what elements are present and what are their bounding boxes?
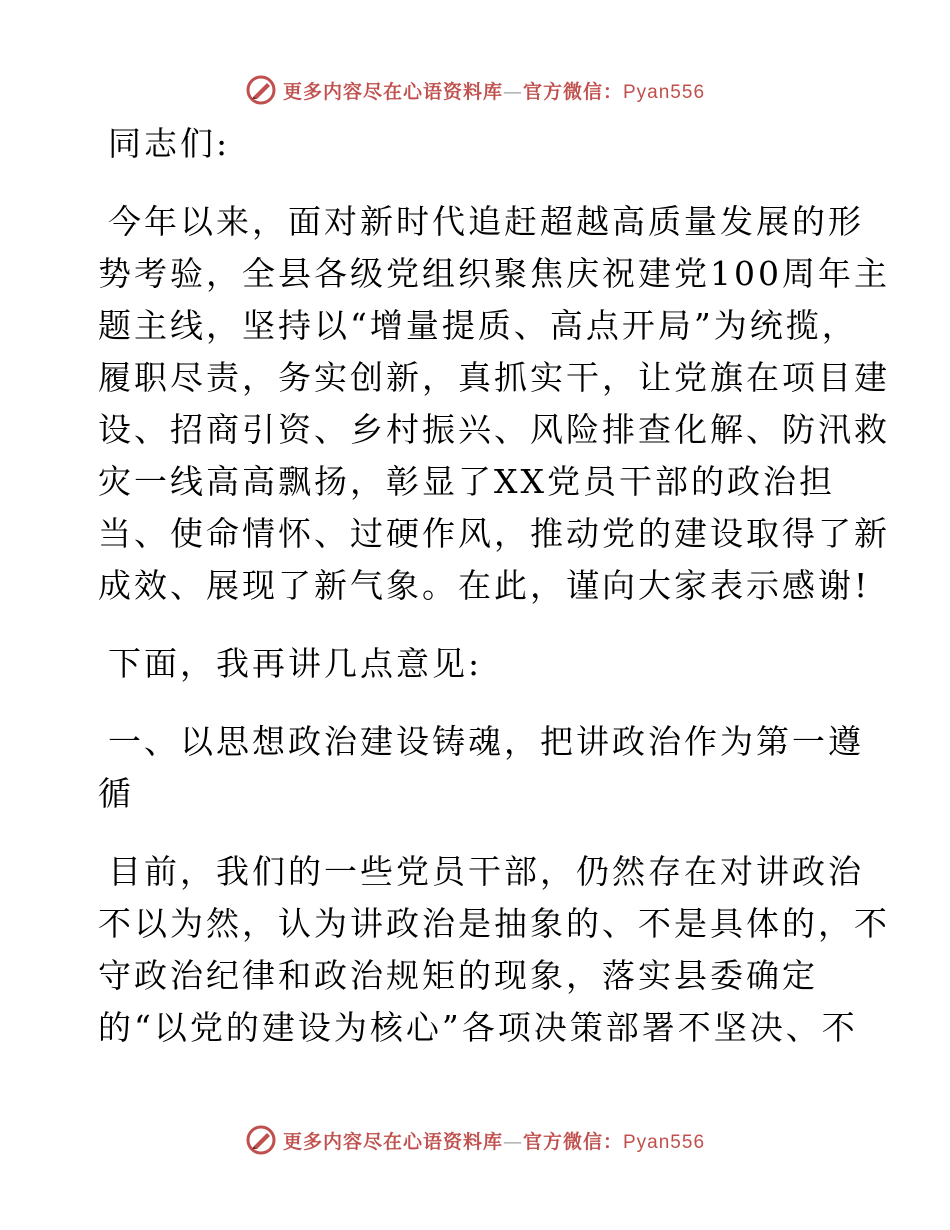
paragraph-1-line: 履职尽责，务实创新，真抓实干，让党旗在项目建 bbox=[98, 358, 890, 397]
paragraph-1-line: 设、招商引资、乡村振兴、风险排查化解、防汛救 bbox=[98, 410, 890, 449]
paragraph-2-line: 守政治纪律和政治规矩的现象，落实县委确定 bbox=[98, 956, 818, 995]
paragraph-1 bbox=[98, 196, 890, 612]
paragraph-1-line: 灾一线高高飘扬，彰显了XX党员干部的政治担 bbox=[98, 462, 835, 501]
section-heading-line: 一、以思想政治建设铸魂，把讲政治作为第一遵 bbox=[108, 722, 864, 761]
paragraph-2 bbox=[98, 846, 890, 1054]
section-heading-line: 循 bbox=[98, 774, 134, 813]
banner-suffix: 官方微信： bbox=[522, 80, 623, 103]
pen-logo-icon bbox=[245, 74, 277, 106]
section-heading-1 bbox=[98, 716, 864, 820]
banner-handle: Pyan556 bbox=[623, 1131, 706, 1153]
paragraph-2-line: 的“以党的建设为核心”各项决策部署不坚决、不 bbox=[98, 1008, 858, 1047]
paragraph-1-line: 题主线，坚持以“增量提质、高点开局”为统揽， bbox=[98, 306, 858, 345]
header-banner bbox=[0, 70, 950, 110]
paragraph-2-line: 不以为然，认为讲政治是抽象的、不是具体的，不 bbox=[98, 904, 890, 943]
banner-text bbox=[283, 1127, 705, 1154]
banner-main-text: 更多内容尽在心语资料库 bbox=[282, 80, 503, 103]
banner-text bbox=[283, 77, 705, 104]
footer-banner bbox=[0, 1120, 950, 1160]
transition-text: 下面，我再讲几点意见: bbox=[108, 644, 483, 683]
pen-logo-icon bbox=[245, 1124, 277, 1156]
document-body bbox=[98, 118, 890, 1054]
banner-separator: — bbox=[502, 80, 523, 103]
greeting: 同志们: bbox=[108, 124, 231, 163]
banner-main-text: 更多内容尽在心语资料库 bbox=[282, 1130, 503, 1153]
banner-separator: — bbox=[502, 1130, 523, 1153]
paragraph-2-line: 目前，我们的一些党员干部，仍然存在对讲政治 bbox=[108, 852, 864, 891]
paragraph-1-line: 今年以来，面对新时代追赶超越高质量发展的形 bbox=[108, 202, 864, 241]
paragraph-1-line: 成效、展现了新气象。在此，谨向大家表示感谢! bbox=[98, 566, 871, 605]
paragraph-1-line: 势考验，全县各级党组织聚焦庆祝建党100周年主 bbox=[98, 254, 890, 293]
banner-suffix: 官方微信： bbox=[522, 1130, 623, 1153]
paragraph-1-line: 当、使命情怀、过硬作风，推动党的建设取得了新 bbox=[98, 514, 890, 553]
banner-handle: Pyan556 bbox=[623, 81, 706, 103]
